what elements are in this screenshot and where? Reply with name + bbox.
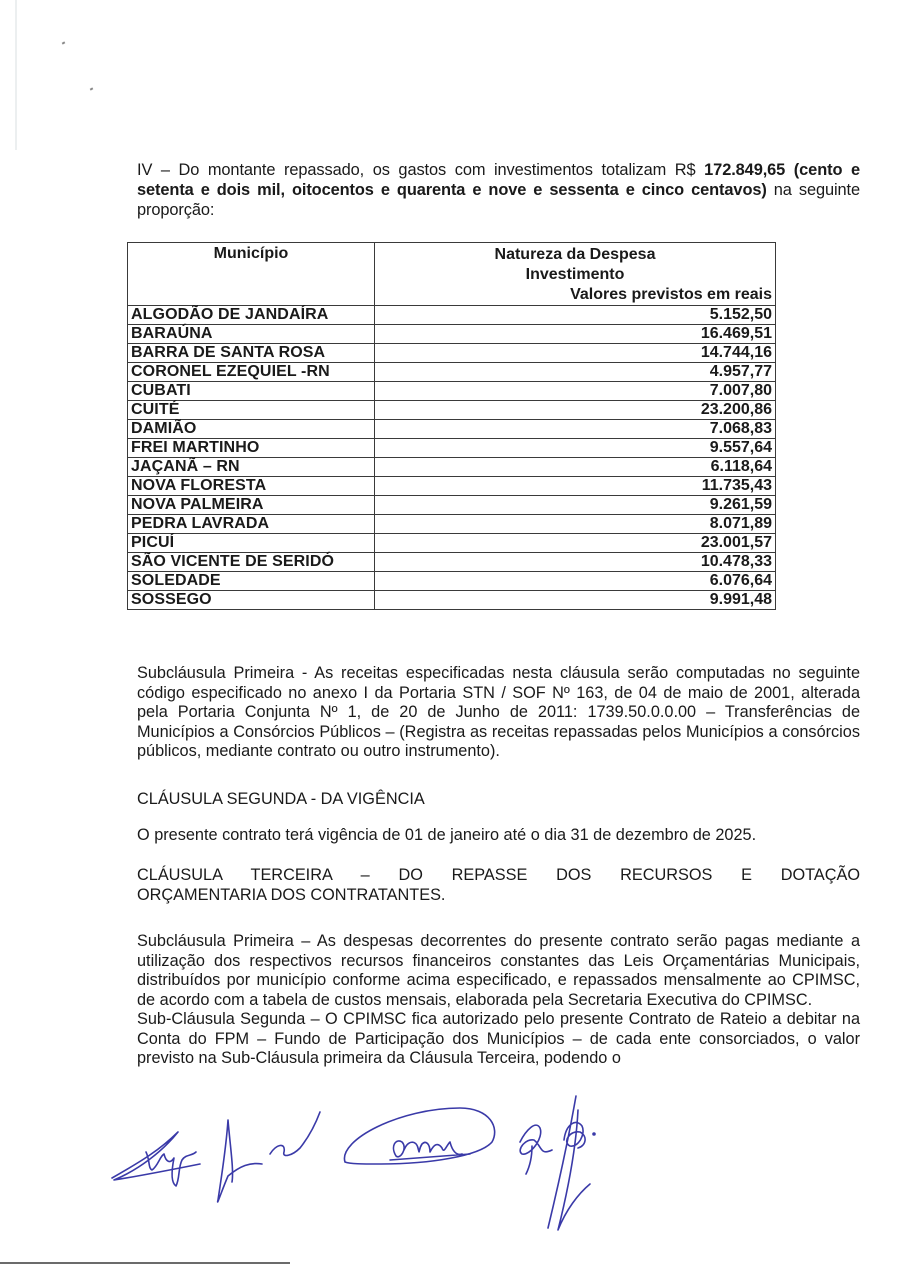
subclausula-primeira-receitas: Subcláusula Primeira - As receitas especificadas nesta cláusula serão computadas no seguinte código especificado no anexo I da Portaria STN / SOF Nº 163, de 04 de maio de 2001, alterada pela Portaria Conjunta Nº 1, de 20 de Junho de 2011: 1739.50.0.0.00 – Transferências de Municípios a Consórcios Públicos – (Registra as receitas repassadas pelos Municípios a consórcios públicos, mediante contrato ou outro instrumento).: [137, 664, 860, 760]
row-municipio: ALGODÃO DE JANDAÍRA: [128, 306, 375, 325]
intro-amount-words: (cento e setenta e dois mil, oitocentos e quarenta e nove e sessenta e cinco centavos): [137, 161, 860, 199]
row-municipio: NOVA FLORESTA: [128, 477, 375, 496]
header-natureza-line3: Valores previstos em reais: [570, 286, 772, 303]
subclausula-segunda: Sub-Cláusula Segunda – O CPIMSC fica autorizado pelo presente Contrato de Rateio a debitar na Conta do FPM – Fundo de Participação dos Municípios – de cada ente consorciados, o valor previsto na Sub-Cláusula primeira da Cláusula Terceira, podendo o: [137, 1010, 860, 1067]
row-valor: 23.200,86: [375, 401, 776, 420]
row-municipio: CUITÉ: [128, 401, 375, 420]
row-valor: 14.744,16: [375, 344, 776, 363]
row-valor: 10.478,33: [375, 553, 776, 572]
row-valor: 16.469,51: [375, 325, 776, 344]
investment-table: [127, 242, 776, 610]
row-valor: 7.007,80: [375, 382, 776, 401]
row-municipio: NOVA PALMEIRA: [128, 496, 375, 515]
signature-4: [344, 1108, 494, 1164]
row-municipio: SOLEDADE: [128, 572, 375, 591]
scan-page-edge: [15, 0, 17, 150]
signature-6: [548, 1096, 595, 1230]
row-municipio: BARAÚNA: [128, 325, 375, 344]
vigencia-paragraph: O presente contrato terá vigência de 01 de janeiro até o dia 31 de dezembro de 2025.: [137, 826, 757, 844]
clausula-terceira-title-line2: ORÇAMENTARIA DOS CONTRATANTES.: [137, 885, 446, 904]
row-valor: 9.261,59: [375, 496, 776, 515]
row-municipio: SOSSEGO: [128, 591, 375, 610]
row-municipio: CUBATI: [128, 382, 375, 401]
row-valor: 6.118,64: [375, 458, 776, 477]
scan-speck: [62, 41, 66, 44]
row-valor: 7.068,83: [375, 420, 776, 439]
table-row: [128, 477, 776, 496]
scan-speck: [90, 87, 94, 90]
row-valor: 11.735,43: [375, 477, 776, 496]
row-valor: 5.152,50: [375, 306, 776, 325]
table-header-row: [128, 243, 776, 306]
signature-3: [270, 1112, 320, 1155]
table-row: [128, 458, 776, 477]
table-row: [128, 591, 776, 610]
row-municipio: CORONEL EZEQUIEL -RN: [128, 363, 375, 382]
row-municipio: BARRA DE SANTA ROSA: [128, 344, 375, 363]
header-natureza: [375, 243, 776, 306]
table-row: [128, 344, 776, 363]
row-valor: 8.071,89: [375, 515, 776, 534]
table-row: [128, 572, 776, 591]
intro-paragraph: [137, 160, 860, 220]
scan-bottom-edge: [0, 1262, 290, 1264]
subclausula-primeira-despesas: Subcláusula Primeira – As despesas decorrentes do presente contrato serão pagas mediante a utilização dos respectivos recursos financeiros constantes das Leis Orçamentárias Municipais, distribuídos por município conforme acima especificado, e repassados mensalmente ao CPIMSC, de acordo com a tabela de custos mensais, elaborada pela Secretaria Executiva do CPIMSC.: [137, 932, 860, 1009]
clausula-terceira-title-line1: CLÁUSULA TERCEIRA – DO REPASSE DOS RECURSOS E DOTAÇÃO: [137, 866, 860, 884]
row-municipio: SÃO VICENTE DE SERIDÓ: [128, 553, 375, 572]
table-row: [128, 401, 776, 420]
signature-2: [218, 1120, 262, 1202]
signatures-area: [100, 1090, 900, 1260]
table-row: [128, 382, 776, 401]
row-municipio: FREI MARTINHO: [128, 439, 375, 458]
intro-amount: 172.849,65: [704, 161, 786, 179]
clausula-terceira-title: [137, 866, 860, 905]
row-valor: 9.557,64: [375, 439, 776, 458]
signature-1: [112, 1132, 200, 1186]
table-row: [128, 363, 776, 382]
clausula-segunda-title: CLÁUSULA SEGUNDA - DA VIGÊNCIA: [137, 790, 425, 808]
header-municipio: Município: [128, 243, 375, 306]
row-valor: 23.001,57: [375, 534, 776, 553]
row-municipio: DAMIÃO: [128, 420, 375, 439]
signature-5: [520, 1125, 552, 1174]
table-row: [128, 420, 776, 439]
row-valor: 4.957,77: [375, 363, 776, 382]
row-municipio: PEDRA LAVRADA: [128, 515, 375, 534]
table-row: [128, 496, 776, 515]
table-row: [128, 325, 776, 344]
table-row: [128, 553, 776, 572]
table-row: [128, 306, 776, 325]
header-natureza-line1: Natureza da Despesa: [494, 246, 656, 263]
row-municipio: PICUÍ: [128, 534, 375, 553]
row-valor: 6.076,64: [375, 572, 776, 591]
table-row: [128, 439, 776, 458]
table-row: [128, 515, 776, 534]
intro-prefix: IV – Do montante repassado, os gastos com investimentos totalizam R$: [137, 161, 705, 179]
header-natureza-line2: Investimento: [525, 266, 625, 283]
row-valor: 9.991,48: [375, 591, 776, 610]
table-row: [128, 534, 776, 553]
row-municipio: JAÇANÃ – RN: [128, 458, 375, 477]
intro-suffix: na seguinte proporção:: [137, 181, 861, 219]
